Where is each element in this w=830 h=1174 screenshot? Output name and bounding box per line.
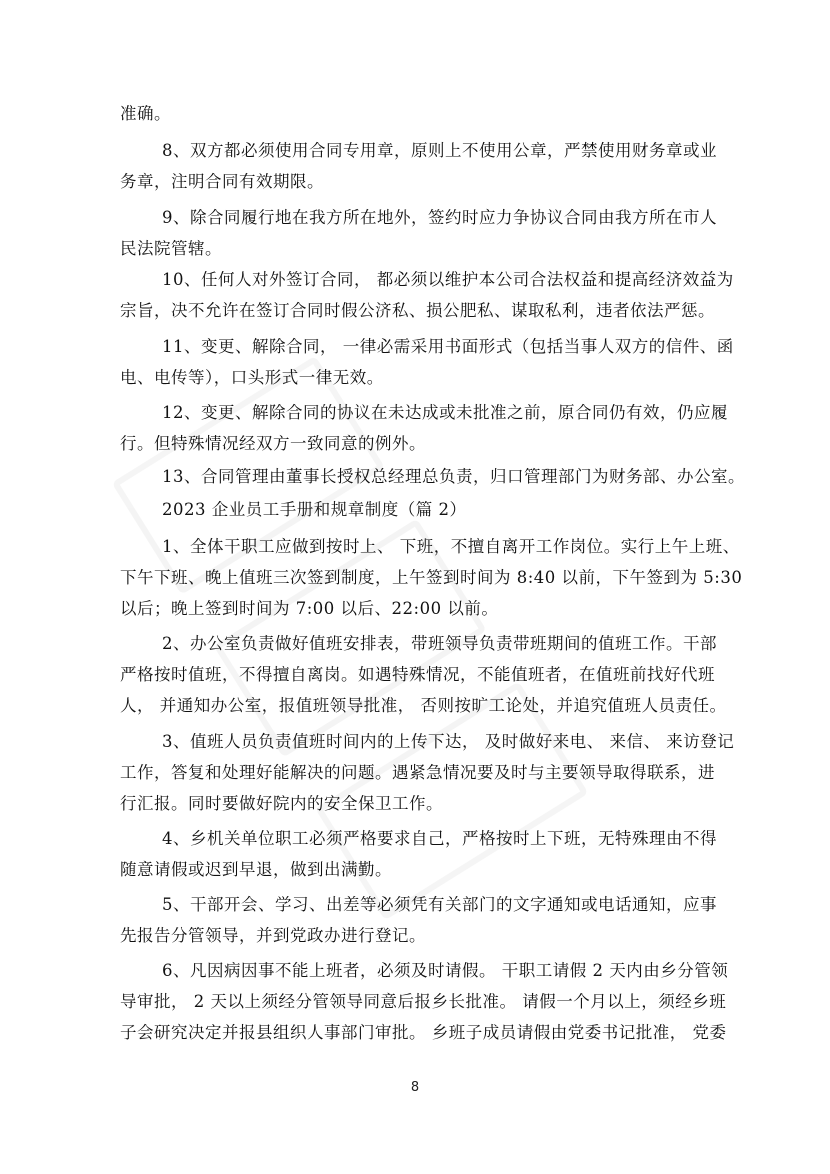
text-line: 9、除合同履行地在我方所在地外，签约时应力争协议合同由我方所在市人 [162, 208, 717, 227]
text-line: 下午下班、晚上值班三次签到制度，上午签到时间为 8:40 以前，下午签到为 5:30 [120, 568, 743, 587]
text-line: 11、变更、解除合同， 一律必需采用书面形式（包括当事人双方的信件、函 [162, 337, 734, 356]
text-line: 8、双方都必须使用合同专用章，原则上不使用公章，严禁使用财务章或业 [162, 141, 717, 160]
text-line: 行。但特殊情况经双方一致同意的例外。 [120, 434, 426, 453]
text-line: 10、任何人对外签订合同， 都必须以维护本公司合法权益和提高经济效益为 [162, 270, 734, 289]
text-line: 1、全体干职工应做到按时上、 下班，不擅自离开工作岗位。实行上午上班、 [162, 537, 740, 556]
text-line: 子会研究决定并报县组织人事部门审批。 乡班子成员请假由党委书记批准， 党委 [120, 1023, 727, 1042]
text-line: 随意请假或迟到早退，做到出满勤。 [120, 860, 392, 879]
text-line: 4、乡机关单位职工必须严格要求自己，严格按时上下班，无特殊理由不得 [162, 829, 717, 848]
text-line: 3、值班人员负责值班时间内的上传下达， 及时做好来电、 来信、 来访登记 [162, 732, 735, 751]
text-line: 先报告分管领导，并到党政办进行登记。 [120, 926, 426, 945]
section-heading: 2023 企业员工手册和规章制度（篇 2） [162, 500, 467, 519]
text-line: 准确。 [120, 104, 171, 123]
text-line: 严格按时值班，不得擅自离岗。如遇特殊情况，不能值班者，在值班前找好代班 [120, 665, 715, 684]
text-line: 民法院管辖。 [120, 239, 222, 258]
text-line: 6、凡因病因事不能上班者，必须及时请假。 干职工请假 2 天内由乡分管领 [162, 961, 729, 980]
text-line: 以后；晚上签到时间为 7:00 以后、22:00 以前。 [120, 599, 499, 618]
text-line: 13、合同管理由董事长授权总经理总负责，归口管理部门为财务部、办公室。 [162, 467, 745, 486]
text-line: 5、干部开会、学习、出差等必须凭有关部门的文字通知或电话通知，应事 [162, 895, 717, 914]
text-line: 宗旨，决不允许在签订合同时假公济私、损公肥私、谋取私利，违者依法严惩。 [120, 301, 715, 320]
page-number: 8 [410, 1080, 420, 1095]
text-line: 2、办公室负责做好值班安排表，带班领导负责带班期间的值班工作。干部 [162, 634, 717, 653]
text-line: 导审批， 2 天以上须经分管领导同意后报乡长批准。 请假一个月以上，须经乡班 [120, 992, 727, 1011]
text-line: 行汇报。同时要做好院内的安全保卫工作。 [120, 794, 443, 813]
text-line: 电、电传等），口头形式一律无效。 [120, 368, 384, 387]
text-line: 12、变更、解除合同的协议在未达成或未批准之前，原合同仍有效，仍应履 [162, 403, 728, 422]
text-line: 工作，答复和处理好能解决的问题。遇紧急情况要及时与主要领导取得联系，进 [120, 763, 715, 782]
text-line: 人， 并通知办公室，报值班领导批准， 否则按旷工论处，并追究值班人员责任。 [120, 696, 727, 715]
text-line: 务章，注明合同有效期限。 [120, 172, 324, 191]
